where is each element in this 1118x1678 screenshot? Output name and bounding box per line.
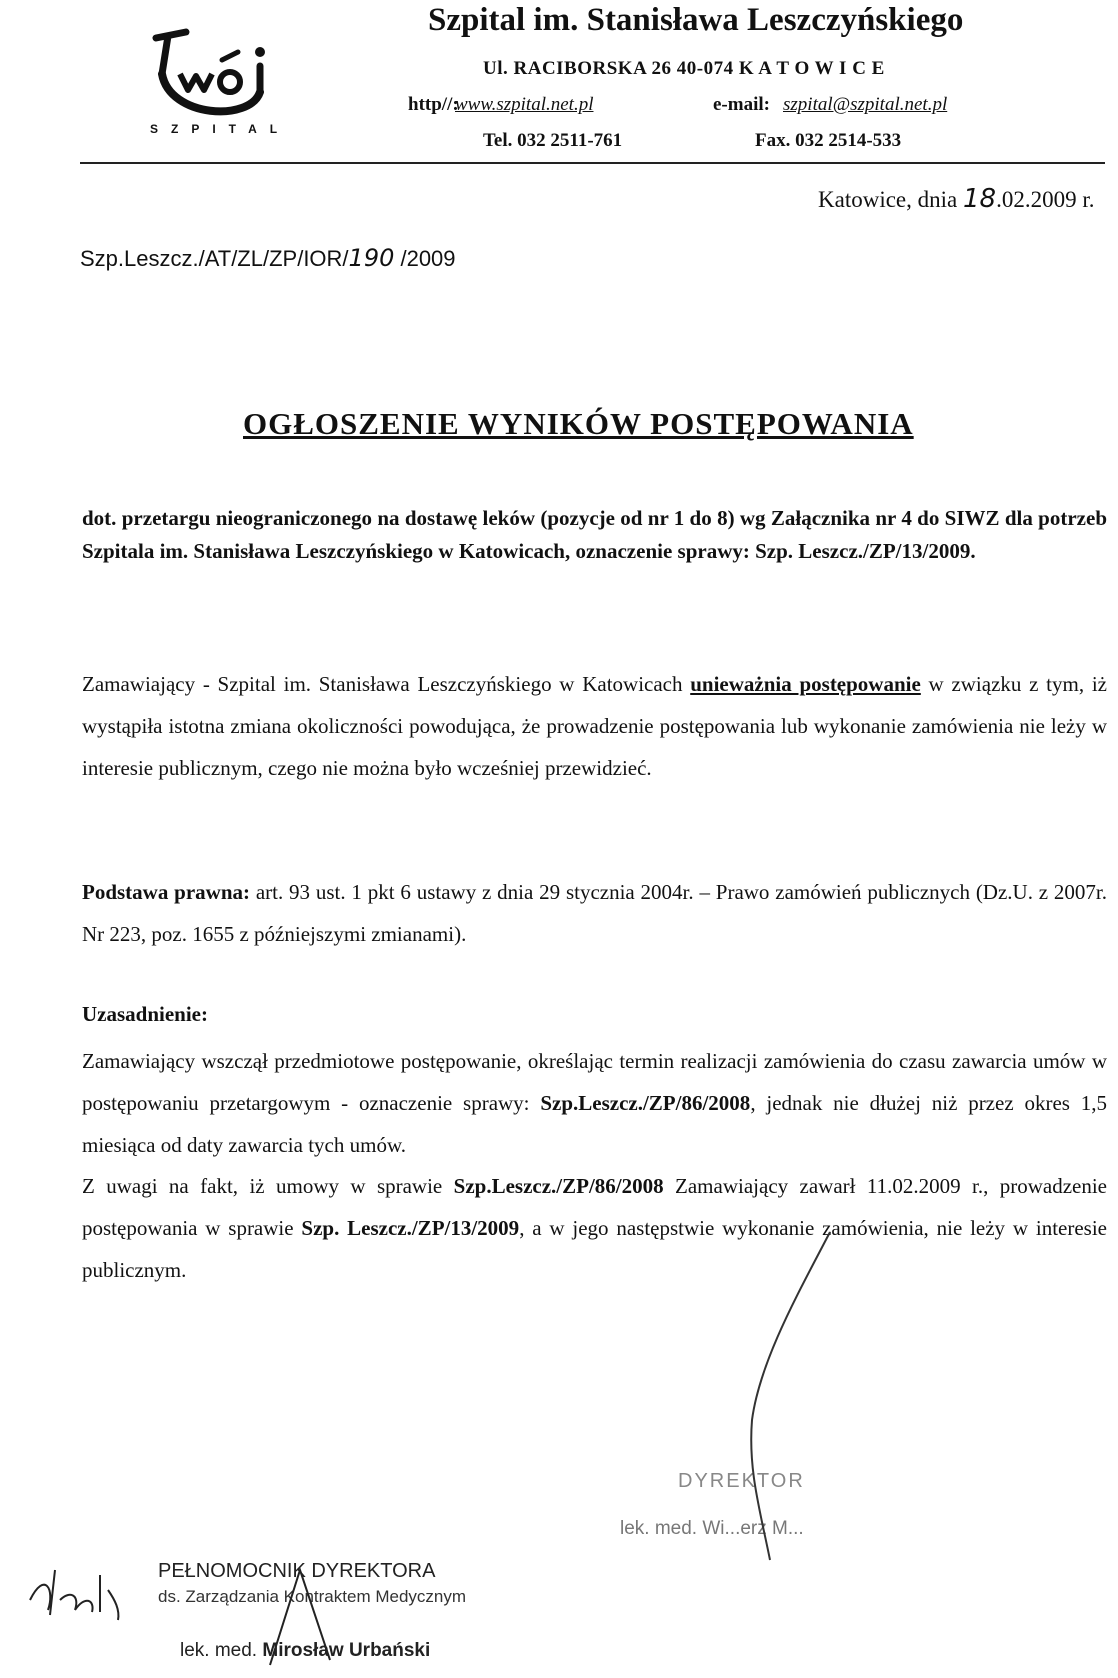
date-suffix: .02.2009 r. <box>996 187 1095 212</box>
p4-t1: Z uwagi na fakt, iż umowy w sprawie <box>82 1174 454 1198</box>
p1-after: w związku z tym, iż wystąpiła istotna zmiana okoliczności powodująca, że prowadzenie postępowania lub wykonanie zamówienia nie leży w interesie publicznym, czego nie można było wcześniej przewidzieć. <box>82 672 1107 780</box>
header-divider <box>80 162 1105 164</box>
director-stamp-name: lek. med. Wi...erz M... <box>620 1518 804 1539</box>
smile-logo-icon <box>150 22 290 122</box>
address: Ul. RACIBORSKA 26 40-074 K A T O W I C E <box>483 58 885 79</box>
p3-after: , jednak nie dłużej niż przez okres 1,5 miesiąca od daty zawarcia tych umów. <box>82 1091 1107 1157</box>
web-link[interactable]: www.szpital.net.pl <box>455 94 594 115</box>
director-stamp-title: DYREKTOR <box>678 1470 805 1492</box>
p1-before: Zamawiający - Szpital im. Stanisława Leszczyńskiego w Katowicach <box>82 672 691 696</box>
justification-paragraph-2 <box>82 1165 1107 1291</box>
legal-basis-text: art. 93 ust. 1 pkt 6 ustawy z dnia 29 stycznia 2004r. – Prawo zamówień publicznych (Dz.U. z 2007r. Nr 223, poz. 1655 z późniejszymi zmianami). <box>82 880 1107 946</box>
justification-heading: Uzasadnienie: <box>82 1002 208 1026</box>
p4-t3: , a w jego następstwie wykonanie zamówienia, nie leży w interesie publicznym. <box>82 1216 1107 1282</box>
plenipotentiary-prefix: lek. med. <box>180 1640 263 1661</box>
p3-before: Zamawiający wszczął przedmiotowe postępowanie, określając termin realizacji zamówienia do czasu zawarcia umów w postępowaniu przetargowym - oznaczenie sprawy: <box>82 1049 1107 1115</box>
p4-case2: Szp. Leszcz./ZP/13/2009 <box>301 1216 520 1240</box>
legal-basis-paragraph <box>82 871 1107 955</box>
date-prefix: Katowice, dnia <box>818 187 963 212</box>
hospital-logo <box>150 22 290 134</box>
telephone: Tel. 032 2511-761 <box>483 130 623 151</box>
p3-case: Szp.Leszcz./ZP/86/2008 <box>540 1091 751 1115</box>
justification-paragraph-1 <box>82 1040 1107 1166</box>
logo-wordmark: SZPITAL <box>150 122 291 136</box>
plenipotentiary-name <box>180 1640 430 1662</box>
p1-emphasis: unieważnia postępowanie <box>690 672 921 696</box>
plenipotentiary-title: PEŁNOMOCNIK DYREKTORA <box>158 1560 436 1582</box>
plenipotentiary-fullname: Mirosław Urbański <box>262 1640 431 1661</box>
reference-suffix: /2009 <box>394 246 456 271</box>
document-title: OGŁOSZENIE WYNIKÓW POSTĘPOWANIA <box>243 406 914 441</box>
legal-basis-label: Podstawa prawna: <box>82 880 250 904</box>
hospital-name: Szpital im. Stanisława Leszczyńskiego <box>428 2 964 38</box>
initials-signature-stroke <box>30 1570 118 1620</box>
reference-number <box>80 244 456 272</box>
date-line <box>818 184 1094 214</box>
subject-paragraph: dot. przetargu nieograniczonego na dostawę leków (pozycje od nr 1 do 8) wg Załącznika nr 4 do SIWZ dla potrzeb Szpitala im. Stanisława Leszczyńskiego w Katowicach, oznaczenie sprawy: Szp. Leszcz./ZP/13/2009. <box>82 506 1107 563</box>
date-handwritten-day: 18 <box>962 184 997 214</box>
p4-case1: Szp.Leszcz./ZP/86/2008 <box>453 1174 664 1198</box>
plenipotentiary-department: ds. Zarządzania Kontraktem Medycznym <box>158 1587 467 1606</box>
reference-handwritten-number: 190 <box>348 244 395 272</box>
email-label: e-mail: <box>713 94 770 115</box>
fax: Fax. 032 2514-533 <box>755 130 902 151</box>
p4-t2: Zamawiający zawarł 11.02.2009 r., prowadzenie postępowania w sprawie <box>82 1174 1107 1240</box>
reference-prefix: Szp.Leszcz./AT/ZL/ZP/IOR/ <box>80 246 349 271</box>
cancellation-paragraph <box>82 663 1107 789</box>
web-label: http//: <box>408 94 459 115</box>
email-link[interactable]: szpital@szpital.net.pl <box>783 94 948 115</box>
